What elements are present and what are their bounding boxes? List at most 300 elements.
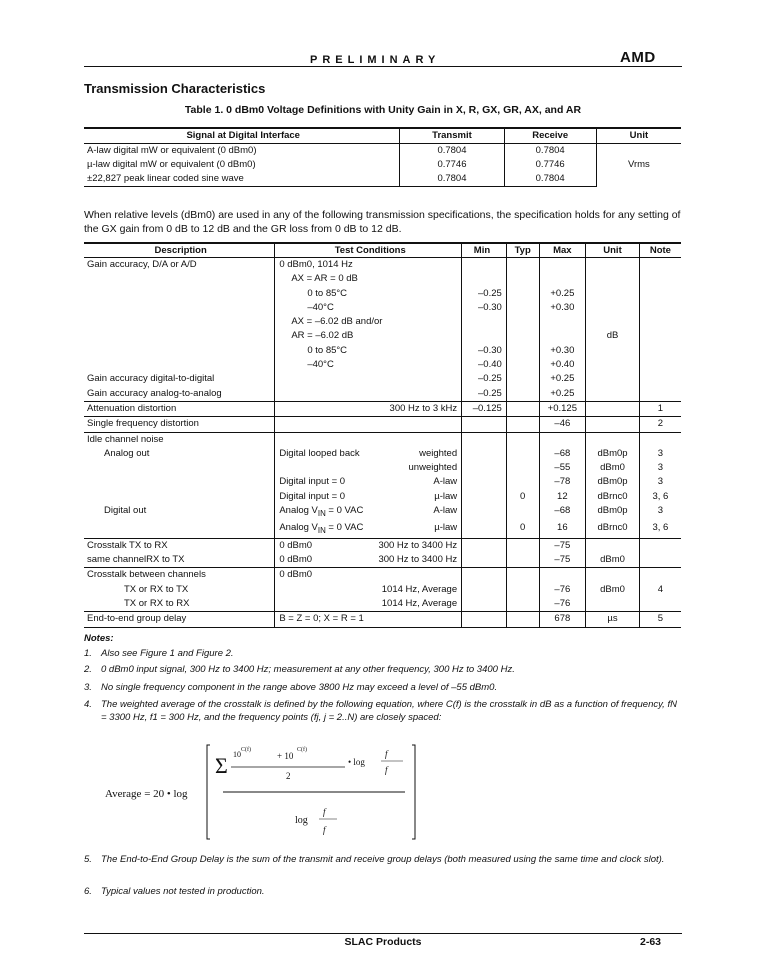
table-row	[84, 387, 681, 402]
t2-typ: 0	[506, 490, 539, 504]
t2-typ	[506, 417, 539, 432]
t2-header-description: Description	[84, 243, 275, 258]
t2-unit	[586, 301, 640, 315]
t2-header-conditions: Test Conditions	[275, 243, 462, 258]
t2-condition-left: Analog $V_{IN} = 0$ VAC	[279, 505, 364, 518]
t2-max: 678	[539, 612, 586, 627]
t2-note	[639, 553, 681, 568]
t2-header-typ: Typ	[506, 243, 539, 258]
t2-condition-left: Analog $V_{IN} = 0$ VAC	[279, 521, 364, 535]
table-row	[84, 475, 681, 489]
t2-min	[462, 521, 507, 538]
note-number: 3.	[84, 682, 92, 693]
eq-denominator-log: log	[295, 815, 308, 826]
note-number: 4.	[84, 699, 92, 710]
transmission-spec-table	[84, 242, 681, 628]
svg-text:f: f	[323, 825, 326, 835]
t2-min: –0.40	[462, 358, 507, 372]
t2-description: Analog out	[84, 447, 275, 461]
t2-min: –0.25	[462, 387, 507, 402]
t2-note	[639, 315, 681, 329]
t2-description: Gain accuracy analog-to-analog	[84, 387, 275, 402]
table-row	[84, 344, 681, 358]
t2-condition-right	[457, 329, 461, 343]
t2-note: 4	[657, 583, 664, 595]
t2-typ	[506, 372, 539, 386]
footer-rule	[84, 933, 682, 934]
t2-condition-right: 300 Hz to 3400 Hz	[378, 539, 458, 551]
table-row	[84, 158, 681, 172]
table-row	[84, 301, 681, 315]
t2-conditions	[275, 301, 462, 315]
table-row	[84, 597, 681, 612]
t2-max: –78	[539, 475, 586, 489]
t2-condition-right	[457, 301, 461, 315]
t2-conditions	[275, 490, 462, 504]
t2-condition-left: 0 dBm0	[279, 569, 313, 581]
t2-typ	[506, 387, 539, 402]
t2-description: Crosstalk between channels	[84, 568, 275, 583]
t1-receive: 0.7804	[504, 172, 596, 187]
svg-text:C(f): C(f)	[297, 747, 307, 753]
t2-unit	[586, 344, 640, 358]
t2-conditions	[275, 401, 462, 416]
t2-unit	[586, 597, 640, 612]
header-rule	[84, 66, 682, 67]
t2-unit: dBm0p	[586, 447, 640, 461]
t1-header-signal: Signal at Digital Interface	[84, 128, 400, 144]
t2-typ	[506, 461, 539, 475]
t2-max: +0.25	[539, 287, 586, 301]
t2-condition-right: µ-law	[434, 490, 458, 502]
t2-note: 3	[657, 462, 664, 474]
note-text: The weighted average of the crosstalk is defined by the following equation, where C(f) is the crosstalk in dB as a function of frequency, fN = 3300 Hz, f1 = 300 Hz, and the frequency points (fj, j = 2..N) are closely spaced:	[101, 699, 677, 723]
note-number: 6.	[84, 886, 92, 897]
t2-typ	[506, 329, 539, 343]
t2-max	[539, 432, 586, 447]
t2-condition-right: µ-law	[434, 521, 458, 533]
voltage-definitions-table	[84, 127, 681, 187]
note-2	[84, 663, 682, 676]
t2-conditions	[275, 344, 462, 358]
t2-typ	[506, 287, 539, 301]
t2-description: Gain accuracy, D/A or A/D	[84, 258, 275, 273]
t2-unit	[586, 401, 640, 416]
t2-note	[639, 387, 681, 402]
t2-conditions	[275, 461, 462, 475]
t2-min	[462, 417, 507, 432]
footer-title: SLAC Products	[344, 936, 422, 948]
table-row	[84, 521, 681, 538]
t2-min	[462, 461, 507, 475]
table-row	[84, 538, 681, 553]
t2-min: –0.25	[462, 287, 507, 301]
note-text: Also see Figure 1 and Figure 2.	[101, 648, 234, 659]
t2-unit: µs	[586, 612, 640, 627]
note-text: Typical values not tested in production.	[101, 886, 265, 897]
t2-note	[639, 538, 681, 553]
t2-unit: dBm0	[586, 583, 640, 597]
t2-description	[84, 490, 275, 504]
t2-unit: dBm0	[586, 553, 640, 568]
t2-condition-right: 300 Hz to 3400 Hz	[378, 554, 458, 566]
t2-conditions	[275, 358, 462, 372]
t2-min: –0.30	[462, 344, 507, 358]
t2-note	[639, 287, 681, 301]
t2-condition-left: 0 to 85°C	[307, 287, 348, 299]
t2-typ	[506, 504, 539, 521]
t2-max: +0.25	[539, 387, 586, 402]
t2-condition-left: AX = AR = 0 dB	[291, 273, 358, 285]
svg-text:+ 10: + 10	[277, 751, 294, 761]
t2-min	[462, 538, 507, 553]
t2-condition-left: –40°C	[307, 359, 334, 371]
t2-typ	[506, 597, 539, 612]
t2-note	[639, 432, 681, 447]
t2-description: TX or RX to TX	[84, 583, 275, 597]
t2-typ	[506, 258, 539, 273]
t2-max: +0.30	[539, 301, 586, 315]
t2-condition-left: 0 dBm0	[279, 539, 313, 551]
table-row	[84, 612, 681, 627]
t2-max: +0.30	[539, 344, 586, 358]
t2-conditions	[275, 258, 462, 273]
t2-description: Digital out	[84, 504, 275, 521]
t2-conditions	[275, 475, 462, 489]
t2-description: same channelRX to TX	[84, 553, 275, 568]
t2-description: End-to-end group delay	[84, 612, 275, 627]
t2-note: 2	[639, 417, 681, 432]
t2-conditions	[275, 597, 462, 612]
t2-typ	[506, 612, 539, 627]
table-row	[84, 172, 681, 187]
t2-max: –76	[539, 583, 586, 597]
t2-unit: dBm0p	[586, 475, 640, 489]
t2-typ: 0	[506, 521, 539, 538]
t2-typ	[506, 358, 539, 372]
t2-min	[462, 258, 507, 273]
t2-max: –75	[539, 553, 586, 568]
t2-condition-right: 1014 Hz, Average	[381, 598, 458, 610]
t2-max: 16	[539, 521, 586, 538]
t2-unit	[586, 432, 640, 447]
t2-max	[539, 258, 586, 273]
t1-signal: µ-law digital mW or equivalent (0 dBm0)	[84, 158, 400, 172]
table-row	[84, 553, 681, 568]
t2-typ	[506, 583, 539, 597]
t2-min: –0.25	[462, 372, 507, 386]
t2-conditions	[275, 432, 462, 447]
t2-note	[639, 344, 681, 358]
t2-description	[84, 301, 275, 315]
t2-description	[84, 475, 275, 489]
note-text: The End-to-End Group Delay is the sum of the transmit and receive group delays (both measured using the same time and clock slot).	[101, 854, 665, 865]
t2-conditions	[275, 387, 462, 402]
t2-description	[84, 521, 275, 538]
t2-condition-right: 1014 Hz, Average	[381, 583, 458, 595]
table-row	[84, 461, 681, 475]
t2-condition-left: 0 dBm0	[279, 554, 313, 566]
eq-lhs: Average = 20 • log	[105, 788, 188, 800]
t2-note	[639, 597, 681, 612]
t2-unit	[586, 358, 640, 372]
t2-condition-right: A-law	[433, 505, 458, 517]
t2-description: Idle channel noise	[84, 432, 275, 447]
note-number: 2.	[84, 664, 92, 675]
t2-condition-right: A-law	[433, 476, 458, 488]
t2-unit: dBm0p	[586, 504, 640, 521]
t2-description	[84, 461, 275, 475]
t2-min	[462, 272, 507, 286]
t2-condition-left: Digital input = 0	[279, 490, 346, 502]
svg-text:f: f	[323, 807, 326, 817]
t2-condition-left: Digital input = 0	[279, 476, 346, 488]
t2-description	[84, 329, 275, 343]
t2-typ	[506, 538, 539, 553]
t2-note: 1	[639, 401, 681, 416]
page-number: 2-63	[640, 936, 662, 948]
note-number: 5.	[84, 854, 92, 865]
t2-max: –46	[539, 417, 586, 432]
table-row	[84, 272, 681, 286]
t2-condition-left: –40°C	[307, 301, 334, 313]
note-5	[84, 853, 682, 866]
eq-log-term: • log	[348, 757, 365, 767]
table-row	[84, 432, 681, 447]
t1-transmit: 0.7804	[400, 172, 504, 187]
t2-unit	[586, 538, 640, 553]
t2-conditions	[275, 447, 462, 461]
t2-description	[84, 358, 275, 372]
t2-description	[84, 344, 275, 358]
t2-condition-right	[457, 358, 461, 372]
t2-note	[639, 272, 681, 286]
t2-unit	[586, 272, 640, 286]
t2-condition-right	[457, 344, 461, 358]
t2-max: +0.125	[539, 401, 586, 416]
t2-typ	[506, 401, 539, 416]
t1-receive: 0.7804	[504, 144, 596, 159]
t2-unit	[586, 315, 640, 329]
t2-condition-right: weighted	[419, 447, 458, 459]
t2-description: TX or RX to RX	[84, 597, 275, 612]
t2-note	[639, 329, 681, 343]
t2-condition-right	[457, 315, 461, 329]
t1-signal: ±22,827 peak linear coded sine wave	[84, 172, 400, 187]
t1-header-transmit: Transmit	[400, 128, 504, 144]
t2-typ	[506, 553, 539, 568]
t1-unit: Vrms	[627, 159, 650, 171]
eq-denominator-two: 2	[286, 771, 291, 781]
t2-note: 3, 6	[652, 490, 669, 502]
t2-max: –76	[539, 597, 586, 612]
notes-heading: Notes:	[84, 633, 114, 644]
t2-conditions	[275, 417, 462, 432]
table-row	[84, 315, 681, 329]
table-row	[84, 401, 681, 416]
t2-typ	[506, 315, 539, 329]
t2-note	[639, 372, 681, 386]
t2-conditions	[275, 329, 462, 343]
t2-condition-right	[457, 258, 461, 272]
svg-text:10: 10	[233, 750, 241, 759]
t2-typ	[506, 344, 539, 358]
t2-condition-left: B = Z = 0; X = R = 1	[279, 613, 364, 625]
t2-unit	[586, 258, 640, 273]
t2-description: Crosstalk TX to RX	[84, 538, 275, 553]
t1-signal: A-law digital mW or equivalent (0 dBm0)	[84, 144, 400, 159]
t2-description: Attenuation distortion	[84, 401, 275, 416]
t2-min	[462, 447, 507, 461]
t1-receive: 0.7746	[504, 158, 596, 172]
t2-min	[462, 329, 507, 343]
t2-note	[639, 568, 681, 583]
table1-title: Table 1. 0 dBm0 Voltage Definitions with Unity Gain in X, R, GX, GR, AX, and AR	[184, 104, 582, 116]
t2-max	[539, 329, 586, 343]
note-text: No single frequency component in the range above 3800 Hz may exceed a level of –55 dBm0.	[101, 682, 498, 693]
t2-note: 3, 6	[652, 521, 669, 533]
t2-header-min: Min	[462, 243, 507, 258]
t2-min	[462, 597, 507, 612]
t2-condition-right	[457, 287, 461, 301]
note-number: 1.	[84, 648, 92, 659]
t2-note	[639, 301, 681, 315]
t2-max: 12	[539, 490, 586, 504]
t2-max: –68	[539, 504, 586, 521]
t2-min: –0.30	[462, 301, 507, 315]
t2-conditions	[275, 583, 462, 597]
t2-conditions	[275, 372, 462, 386]
t2-typ	[506, 475, 539, 489]
t2-min	[462, 553, 507, 568]
t2-conditions	[275, 287, 462, 301]
t2-unit	[586, 568, 640, 583]
t2-conditions	[275, 538, 462, 553]
note-1	[84, 647, 682, 660]
t1-header-receive: Receive	[504, 128, 596, 144]
t1-transmit: 0.7746	[400, 158, 504, 172]
t2-unit: dBm0	[586, 461, 640, 475]
table-row	[84, 358, 681, 372]
t2-description	[84, 315, 275, 329]
svg-text:f: f	[385, 749, 388, 759]
t1-header-unit: Unit	[596, 128, 681, 144]
t2-max: –55	[539, 461, 586, 475]
t2-conditions	[275, 272, 462, 286]
t2-min	[462, 568, 507, 583]
table-row	[84, 372, 681, 386]
t2-min: –0.125	[462, 401, 507, 416]
t2-condition-left: AX = –6.02 dB and/or	[291, 316, 383, 328]
t2-typ	[506, 272, 539, 286]
t2-condition-right	[457, 272, 461, 286]
t2-typ	[506, 568, 539, 583]
t2-min	[462, 475, 507, 489]
t2-note: 3	[657, 447, 664, 459]
table-row	[84, 144, 681, 159]
t2-body	[84, 258, 681, 628]
t2-condition-left: Digital looped back	[279, 447, 360, 459]
t1-transmit: 0.7804	[400, 144, 504, 159]
t2-unit	[586, 387, 640, 402]
amd-logo: AMD	[620, 49, 656, 66]
t2-max	[539, 315, 586, 329]
table-row	[84, 568, 681, 583]
sigma-icon: Σ	[215, 753, 228, 778]
t2-note: 3	[657, 505, 664, 517]
t2-max	[539, 272, 586, 286]
t2-header-max: Max	[539, 243, 586, 258]
t2-min	[462, 583, 507, 597]
t2-unit	[586, 287, 640, 301]
t2-unit	[586, 417, 640, 432]
t2-typ	[506, 447, 539, 461]
crosstalk-average-equation	[105, 737, 425, 849]
table-row	[84, 329, 681, 343]
t2-conditions	[275, 553, 462, 568]
note-3	[84, 681, 682, 694]
note-text: 0 dBm0 input signal, 300 Hz to 3400 Hz; measurement at any other frequency, 300 Hz to 3400 Hz.	[101, 664, 515, 675]
t2-typ	[506, 301, 539, 315]
svg-text:f: f	[385, 765, 388, 775]
t2-header-note: Note	[639, 243, 681, 258]
t2-unit	[586, 372, 640, 386]
t2-condition-left: AR = –6.02 dB	[291, 330, 354, 342]
t2-description	[84, 287, 275, 301]
table-row	[84, 287, 681, 301]
t2-conditions	[275, 504, 462, 521]
t2-min	[462, 490, 507, 504]
t2-unit: dBrnc0	[586, 490, 640, 504]
t2-description	[84, 272, 275, 286]
t2-note: 5	[639, 612, 681, 627]
section-title: Transmission Characteristics	[84, 81, 266, 96]
note-4	[84, 698, 682, 724]
t2-description: Single frequency distortion	[84, 417, 275, 432]
t2-max	[539, 568, 586, 583]
t2-condition-right: 300 Hz to 3 kHz	[389, 402, 458, 414]
t2-condition-right	[457, 568, 461, 582]
t2-min	[462, 315, 507, 329]
note-6	[84, 885, 682, 898]
t2-condition-left: 0 dBm0, 1014 Hz	[279, 259, 353, 270]
table-row	[84, 447, 681, 461]
t2-header-unit: Unit	[586, 243, 640, 258]
intro-paragraph: When relative levels (dBm0) are used in any of the following transmission specifications, the specification holds for any setting of the GX gain from 0 dB to 12 dB and the GR loss from 0 dB to 12 dB.	[84, 209, 681, 235]
table-row	[84, 258, 681, 273]
t2-min	[462, 432, 507, 447]
table-row	[84, 417, 681, 432]
table-row	[84, 490, 681, 504]
t2-max: +0.25	[539, 372, 586, 386]
svg-text:C(f): C(f)	[241, 747, 251, 753]
t2-condition-right: unweighted	[408, 462, 458, 474]
t2-note	[639, 258, 681, 273]
t2-conditions	[275, 612, 462, 627]
t2-note	[639, 358, 681, 372]
table-row	[84, 583, 681, 597]
t2-max: –68	[539, 447, 586, 461]
t2-description: Gain accuracy digital-to-digital	[84, 372, 275, 386]
t2-min	[462, 612, 507, 627]
t2-unit: dB	[586, 329, 640, 343]
t2-conditions	[275, 568, 462, 583]
t2-note: 3	[657, 476, 664, 488]
t2-condition-right	[457, 612, 461, 626]
t2-max: –75	[539, 538, 586, 553]
t2-conditions	[275, 315, 462, 329]
t2-condition-left: 0 to 85°C	[307, 344, 348, 356]
